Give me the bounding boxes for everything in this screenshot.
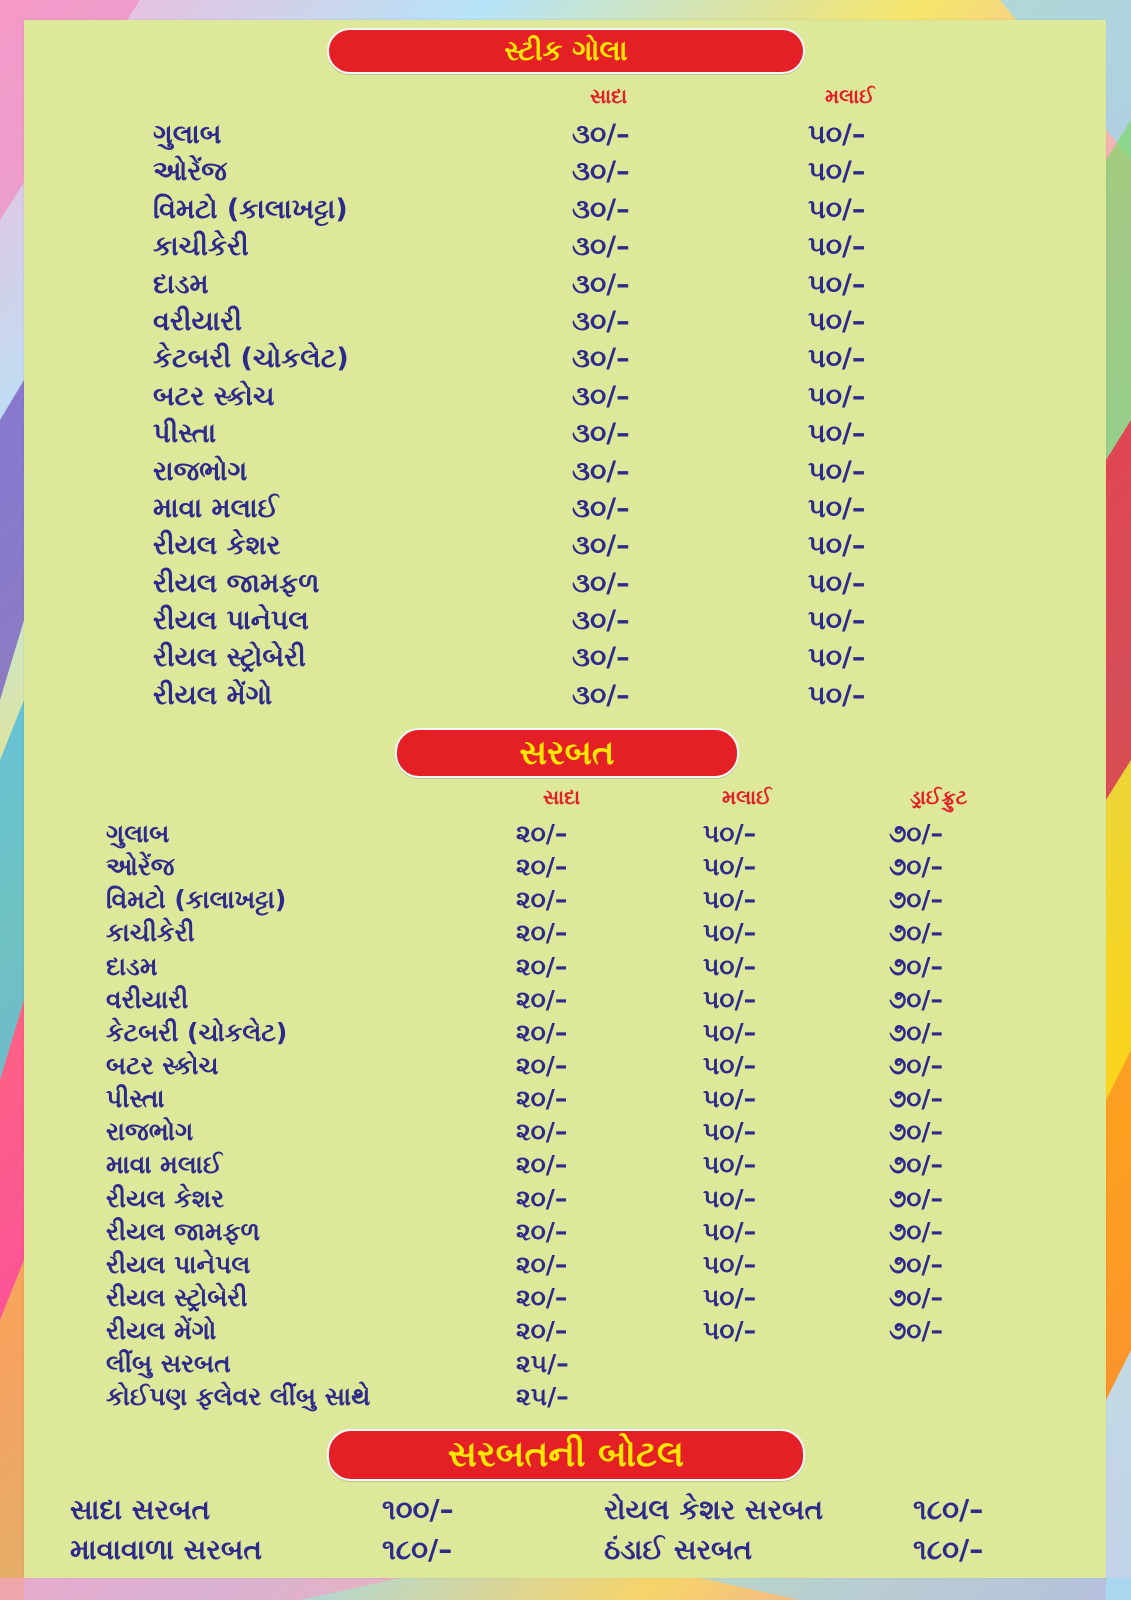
menu-item-row <box>0 1314 1131 1347</box>
price-sada: ૨૦/– <box>516 1249 568 1279</box>
stick-gola-banner: સ્ટીક ગોલા <box>327 28 805 74</box>
price-sada: ૩૦/– <box>572 380 630 412</box>
sarbat-bottle-banner: સરબતની બોટલ <box>327 1429 805 1481</box>
price-malai: ૫૦/– <box>703 1216 757 1246</box>
menu-item-row <box>0 817 1131 850</box>
price-dryfruit: ૭૦/– <box>889 984 944 1014</box>
item-name: કાચીકેરી <box>106 918 195 948</box>
menu-item-row <box>0 453 1131 490</box>
price-dryfruit: ૭૦/– <box>889 1183 944 1213</box>
price-malai: ૫૦/– <box>808 567 866 599</box>
price-sada: ૨૦/– <box>516 1084 568 1114</box>
price-sada: ૨૦/– <box>516 918 568 948</box>
menu-item-row <box>0 340 1131 377</box>
menu-item-row <box>0 228 1131 265</box>
price-sada: ૩૦/– <box>572 156 630 188</box>
bottle-item-price: ૧૮૦/– <box>913 1533 984 1566</box>
menu-item-row <box>0 950 1131 983</box>
price-sada: ૨૦/– <box>516 1017 568 1047</box>
price-sada: ૨૦/– <box>516 1150 568 1180</box>
price-sada: ૩૦/– <box>572 679 630 711</box>
price-sada: ૩૦/– <box>572 193 630 225</box>
bottle-item-name: ઠંડાઈ સરબત <box>604 1533 753 1566</box>
price-sada: ૨૫/– <box>516 1349 569 1379</box>
price-dryfruit: ૭૦/– <box>889 1017 944 1047</box>
price-malai: ૫૦/– <box>808 492 866 524</box>
price-sada: ૨૦/– <box>516 852 568 882</box>
bottle-item-name: સાદા સરબત <box>70 1493 211 1526</box>
bottle-item-price: ૧૮૦/– <box>913 1493 984 1526</box>
price-sada: ૨૦/– <box>516 1117 568 1147</box>
sarbat-list <box>0 817 1131 1414</box>
price-malai: ૫૦/– <box>703 1050 757 1080</box>
item-name: રીયલ મેંગો <box>106 1316 217 1346</box>
item-name: માવા મલાઈ <box>106 1150 223 1180</box>
price-malai: ૫૦/– <box>703 1084 757 1114</box>
stick-gola-header-malai: મલાઈ <box>825 84 875 108</box>
price-dryfruit: ૭૦/– <box>889 918 944 948</box>
price-sada: ૩૦/– <box>572 605 630 637</box>
item-name: દાડમ <box>153 268 209 300</box>
menu-item-row <box>0 677 1131 714</box>
price-malai: ૫૦/– <box>703 852 757 882</box>
price-dryfruit: ૭૦/– <box>889 1282 944 1312</box>
item-name: કોઈપણ ફલેવર લીંબુ સાથે <box>106 1382 371 1412</box>
item-name: ઓરેંજ <box>106 852 175 882</box>
price-sada: ૩૦/– <box>572 343 630 375</box>
item-name: દાડમ <box>106 951 158 981</box>
menu-item-row <box>0 153 1131 190</box>
price-malai: ૫૦/– <box>808 305 866 337</box>
price-sada: ૨૦/– <box>516 951 568 981</box>
price-malai: ૫૦/– <box>808 380 866 412</box>
price-malai: ૫૦/– <box>808 156 866 188</box>
price-malai: ૫૦/– <box>808 455 866 487</box>
menu-item-row <box>0 983 1131 1016</box>
bottle-item-name: માવાવાળા સરબત <box>70 1533 262 1566</box>
menu-item-row <box>0 266 1131 303</box>
item-name: રીયલ પાનેપલ <box>106 1249 251 1279</box>
price-malai: ૫૦/– <box>703 1150 757 1180</box>
menu-item-row <box>0 490 1131 527</box>
price-dryfruit: ૭૦/– <box>889 1316 944 1346</box>
price-sada: ૩૦/– <box>572 268 630 300</box>
price-sada: ૨૦/– <box>516 1050 568 1080</box>
price-dryfruit: ૭૦/– <box>889 1216 944 1246</box>
item-name: રીયલ સ્ટ્રોબેરી <box>106 1282 248 1312</box>
price-sada: ૩૦/– <box>572 418 630 450</box>
price-dryfruit: ૭૦/– <box>889 1050 944 1080</box>
item-name: વરીયારી <box>153 305 242 337</box>
item-name: રાજભોગ <box>153 455 248 487</box>
bottle-item-price: ૧૦૦/– <box>382 1493 454 1526</box>
item-name: કેટબરી (ચોકલેટ) <box>106 1017 288 1047</box>
item-name: રીયલ જામફળ <box>153 567 320 599</box>
sarbat-header-malai: મલાઈ <box>722 785 772 809</box>
item-name: માવા મલાઈ <box>153 492 279 524</box>
menu-item-row <box>0 1347 1131 1380</box>
item-name: બટર સ્કોચ <box>106 1050 219 1080</box>
sarbat-header-dryfruit: ડ્રાઈફ્રુટ <box>910 785 968 809</box>
menu-item-row <box>0 602 1131 639</box>
menu-item-row <box>0 1215 1131 1248</box>
menu-item-row <box>0 1016 1131 1049</box>
menu-item-row <box>0 1380 1131 1413</box>
menu-item-row <box>0 916 1131 949</box>
price-sada: ૩૦/– <box>572 455 630 487</box>
item-name: વિમટો (કાલાખટ્ટા) <box>153 193 348 225</box>
price-dryfruit: ૭૦/– <box>889 1150 944 1180</box>
menu-item-row <box>0 415 1131 452</box>
item-name: રીયલ કેશર <box>153 530 281 562</box>
item-name: લીંબુ સરબત <box>106 1349 231 1379</box>
price-sada: ૨૦/– <box>516 885 568 915</box>
menu-item-row <box>0 639 1131 676</box>
price-malai: ૫૦/– <box>703 885 757 915</box>
price-dryfruit: ૭૦/– <box>889 885 944 915</box>
price-dryfruit: ૭૦/– <box>889 819 944 848</box>
menu-item-row <box>0 116 1131 153</box>
price-malai: ૫૦/– <box>703 1249 757 1279</box>
menu-item-row <box>0 850 1131 883</box>
price-sada: ૩૦/– <box>572 567 630 599</box>
price-sada: ૨૦/– <box>516 819 568 848</box>
price-malai: ૫૦/– <box>808 530 866 562</box>
item-name: રાજભોગ <box>106 1117 194 1147</box>
item-name: પીસ્તા <box>153 418 217 450</box>
price-malai: ૫૦/– <box>703 984 757 1014</box>
price-sada: ૩૦/– <box>572 231 630 263</box>
item-name: રીયલ પાનેપલ <box>153 605 309 637</box>
price-malai: ૫૦/– <box>808 119 866 150</box>
price-malai: ૫૦/– <box>808 231 866 263</box>
bottle-price-list <box>0 1493 1131 1573</box>
price-malai: ૫૦/– <box>808 642 866 674</box>
price-malai: ૫૦/– <box>808 343 866 375</box>
price-sada: ૩૦/– <box>572 530 630 562</box>
menu-item-row <box>0 1182 1131 1215</box>
price-sada: ૩૦/– <box>572 305 630 337</box>
price-malai: ૫૦/– <box>703 819 757 848</box>
price-malai: ૫૦/– <box>703 951 757 981</box>
menu-item-row <box>0 527 1131 564</box>
menu-item-row <box>0 1049 1131 1082</box>
menu-item-row <box>0 565 1131 602</box>
menu-item-row <box>0 1148 1131 1181</box>
item-name: રીયલ સ્ટ્રોબેરી <box>153 642 306 674</box>
price-sada: ૨૦/– <box>516 1316 568 1346</box>
price-sada: ૨૦/– <box>516 1183 568 1213</box>
price-sada: ૨૦/– <box>516 984 568 1014</box>
price-malai: ૫૦/– <box>808 193 866 225</box>
stick-gola-list <box>0 116 1131 714</box>
item-name: કાચીકેરી <box>153 231 249 263</box>
price-malai: ૫૦/– <box>703 918 757 948</box>
menu-item-row <box>0 191 1131 228</box>
price-malai: ૫૦/– <box>703 1017 757 1047</box>
price-malai: ૫૦/– <box>703 1117 757 1147</box>
item-name: વિમટો (કાલાખટ્ટા) <box>106 885 287 915</box>
price-sada: ૩૦/– <box>572 642 630 674</box>
price-dryfruit: ૭૦/– <box>889 1084 944 1114</box>
item-name: ગુલાબ <box>153 119 222 150</box>
item-name: વરીયારી <box>106 984 189 1014</box>
menu-item-row <box>0 1115 1131 1148</box>
item-name: રીયલ જામફળ <box>106 1216 261 1246</box>
price-malai: ૫૦/– <box>808 418 866 450</box>
item-name: પીસ્તા <box>106 1084 165 1114</box>
sarbat-header-sada: સાદા <box>543 785 581 809</box>
item-name: ઓરેંજ <box>153 156 227 188</box>
price-malai: ૫૦/– <box>703 1316 757 1346</box>
price-dryfruit: ૭૦/– <box>889 1117 944 1147</box>
bottle-item-name: રોયલ કેશર સરબત <box>604 1493 824 1526</box>
item-name: ગુલાબ <box>106 819 170 848</box>
menu-item-row <box>0 883 1131 916</box>
price-sada: ૨૦/– <box>516 1216 568 1246</box>
price-malai: ૫૦/– <box>703 1183 757 1213</box>
price-sada: ૨૦/– <box>516 1282 568 1312</box>
menu-item-row <box>0 1082 1131 1115</box>
price-malai: ૫૦/– <box>808 268 866 300</box>
price-dryfruit: ૭૦/– <box>889 1249 944 1279</box>
bottle-item-price: ૧૮૦/– <box>382 1533 453 1566</box>
item-name: રીયલ મેંગો <box>153 679 273 711</box>
price-sada: ૩૦/– <box>572 492 630 524</box>
menu-item-row <box>0 1248 1131 1281</box>
price-dryfruit: ૭૦/– <box>889 852 944 882</box>
price-malai: ૫૦/– <box>703 1282 757 1312</box>
sarbat-banner: સરબત <box>395 728 739 778</box>
item-name: બટર સ્કોચ <box>153 380 275 412</box>
item-name: રીયલ કેશર <box>106 1183 225 1213</box>
price-malai: ૫૦/– <box>808 605 866 637</box>
menu-item-row <box>0 1281 1131 1314</box>
price-sada: ૩૦/– <box>572 119 630 150</box>
price-sada: ૨૫/– <box>516 1382 569 1412</box>
price-malai: ૫૦/– <box>808 679 866 711</box>
price-dryfruit: ૭૦/– <box>889 951 944 981</box>
menu-item-row <box>0 303 1131 340</box>
stick-gola-header-sada: સાદા <box>590 84 628 108</box>
item-name: કેટબરી (ચોકલેટ) <box>153 343 349 375</box>
menu-item-row <box>0 378 1131 415</box>
